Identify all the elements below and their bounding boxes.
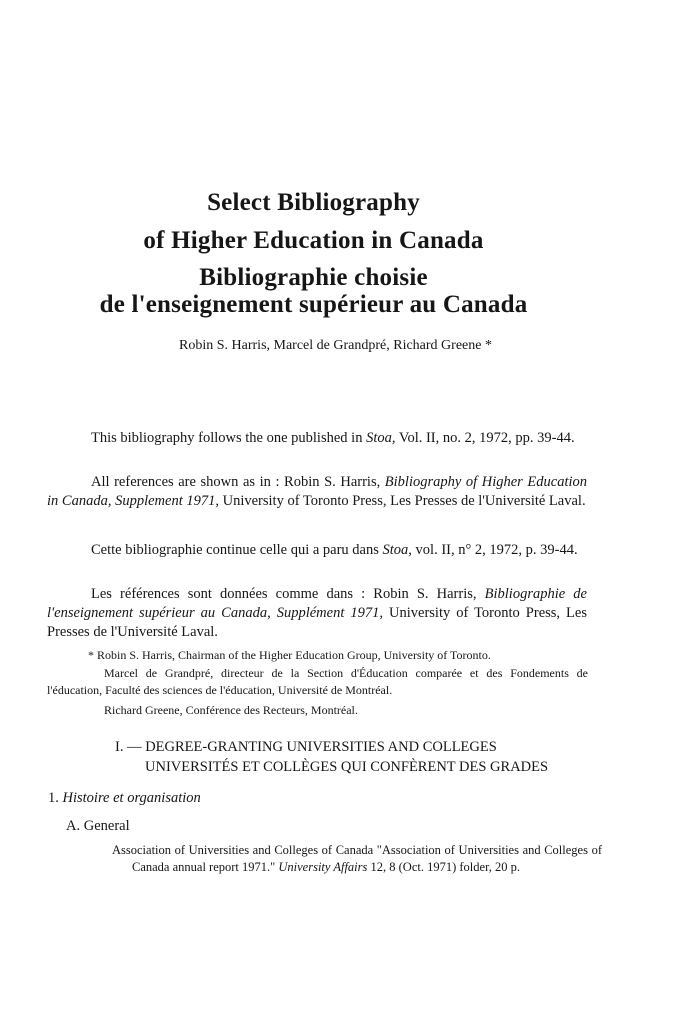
entry-journal: University Affairs xyxy=(278,860,368,874)
intro-paragraph-2 xyxy=(47,473,587,511)
p2-book-title: Bibliography of Higher Education in Canada, Supplement 1971, xyxy=(47,474,587,509)
title-line-3: Bibliographie choisie xyxy=(199,264,428,291)
p3-text-b: vol. II, n° 2, 1972, p. 39-44. xyxy=(411,542,578,558)
sub-subsection-label: General xyxy=(83,818,130,834)
subsection-label: Histoire et organisation xyxy=(62,790,201,806)
footnote-grandpre: Marcel de Grandpré, directeur de la Section d'Éducation comparée et des Fondements de l'éducation, Faculté des sciences de l'éducation, Université de Montréal. xyxy=(47,666,588,697)
p2-text-b: University of Toronto Press, Les Presses de l'Université Laval. xyxy=(218,493,586,509)
intro-paragraph-1 xyxy=(47,429,587,448)
section-heading-en: I. — DEGREE-GRANTING UNIVERSITIES AND COLLEGES xyxy=(115,739,497,755)
section-heading-fr: UNIVERSITÉS ET COLLÈGES QUI CONFÈRENT DES GRADES xyxy=(145,759,549,775)
sub-subsection-heading xyxy=(66,818,130,835)
p4-text-a: Les références sont données comme dans : Robin S. Harris, xyxy=(91,586,485,602)
footnote-greene: Richard Greene, Conférence des Recteurs, Montréal. xyxy=(104,703,358,717)
bibliography-entry xyxy=(112,842,602,876)
subsection-heading xyxy=(48,790,201,807)
title-line-2: of Higher Education in Canada xyxy=(143,227,484,254)
p1-journal: Stoa, xyxy=(366,430,396,446)
sub-subsection-letter: A. xyxy=(66,818,81,834)
entry-text-a: Association of Universities and Colleges of Canada "Association of Universities and Colleges of Canada annual report 1971." xyxy=(112,843,602,874)
section-heading xyxy=(115,737,585,777)
authors-line: Robin S. Harris, Marcel de Grandpré, Richard Greene * xyxy=(179,338,492,353)
p3-journal: Stoa, xyxy=(382,542,412,558)
footnote-harris: * Robin S. Harris, Chairman of the Higher Education Group, University of Toronto. xyxy=(88,648,491,662)
p1-text-a: This bibliography follows the one published in xyxy=(91,430,367,446)
title-line-4: de l'enseignement supérieur au Canada xyxy=(99,291,528,318)
p2-text-a: All references are shown as in : Robin S. Harris, xyxy=(91,474,385,490)
intro-paragraph-3 xyxy=(47,541,587,560)
p4-text-b: University of Toronto Press, Les Presses de l'Université Laval. xyxy=(47,605,587,640)
subsection-number: 1. xyxy=(48,790,59,806)
entry-text-b: 12, 8 (Oct. 1971) folder, 20 p. xyxy=(367,860,520,874)
title-line-1: Select Bibliography xyxy=(207,189,420,216)
p4-book-title: Bibliographie de l'enseignement supérieur au Canada, Supplément 1971, xyxy=(47,586,587,621)
p1-text-b: Vol. II, no. 2, 1972, pp. 39-44. xyxy=(395,430,575,446)
p3-text-a: Cette bibliographie continue celle qui a paru dans xyxy=(91,542,383,558)
intro-paragraph-4 xyxy=(47,585,587,642)
